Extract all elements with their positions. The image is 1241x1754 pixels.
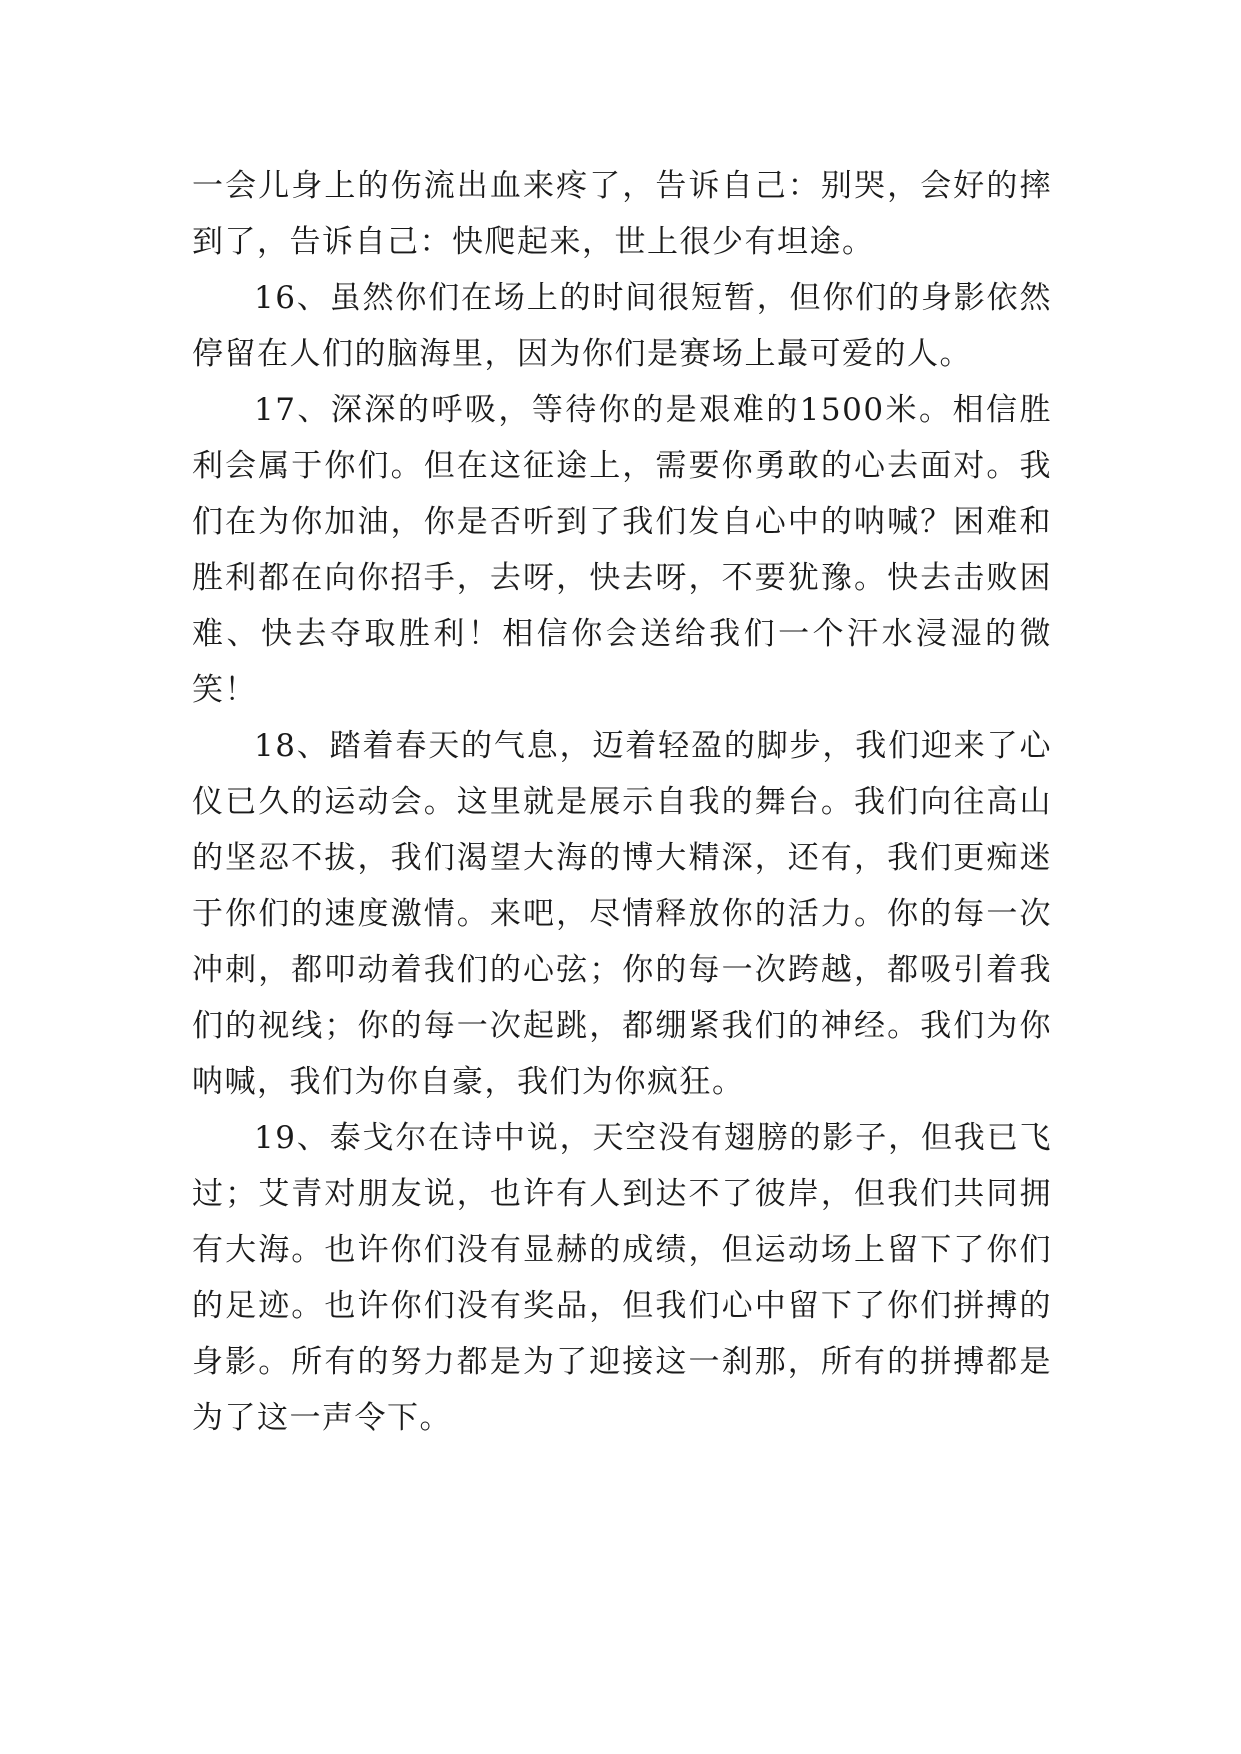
paragraph-16: 16、虽然你们在场上的时间很短暂，但你们的身影依然停留在人们的脑海里，因为你们是赛场上最可爱的人。	[192, 280, 1052, 372]
paragraph-18: 18、踏着春天的气息，迈着轻盈的脚步，我们迎来了心仪已久的运动会。这里就是展示自我的舞台。我们向往高山的坚忍不拔，我们渴望大海的博大精深，还有，我们更痴迷于你们的速度激情。来吧，尽情释放你的活力。你的每一次冲刺，都叩动着我们的心弦；你的每一次跨越，都吸引着我们的视线；你的每一次起跳，都绷紧我们的神经。我们为你呐喊，我们为你自豪，我们为你疯狂。	[192, 728, 1052, 1100]
paragraph-17: 17、深深的呼吸，等待你的是艰难的1500米。相信胜利会属于你们。但在这征途上，需要你勇敢的心去面对。我们在为你加油，你是否听到了我们发自心中的呐喊？困难和胜利都在向你招手，去呀，快去呀，不要犹豫。快去击败困难、快去夺取胜利！相信你会送给我们一个汗水浸湿的微笑！	[192, 392, 1052, 708]
paragraph-continuation: 一会儿身上的伤流出血来疼了，告诉自己：别哭，会好的摔到了，告诉自己：快爬起来，世上很少有坦途。	[192, 168, 1052, 260]
document-body	[192, 158, 1052, 1446]
paragraph-19: 19、泰戈尔在诗中说，天空没有翅膀的影子，但我已飞过；艾青对朋友说，也许有人到达不了彼岸，但我们共同拥有大海。也许你们没有显赫的成绩，但运动场上留下了你们的足迹。也许你们没有奖品，但我们心中留下了你们拼搏的身影。所有的努力都是为了迎接这一刹那，所有的拼搏都是为了这一声令下。	[192, 1120, 1052, 1436]
